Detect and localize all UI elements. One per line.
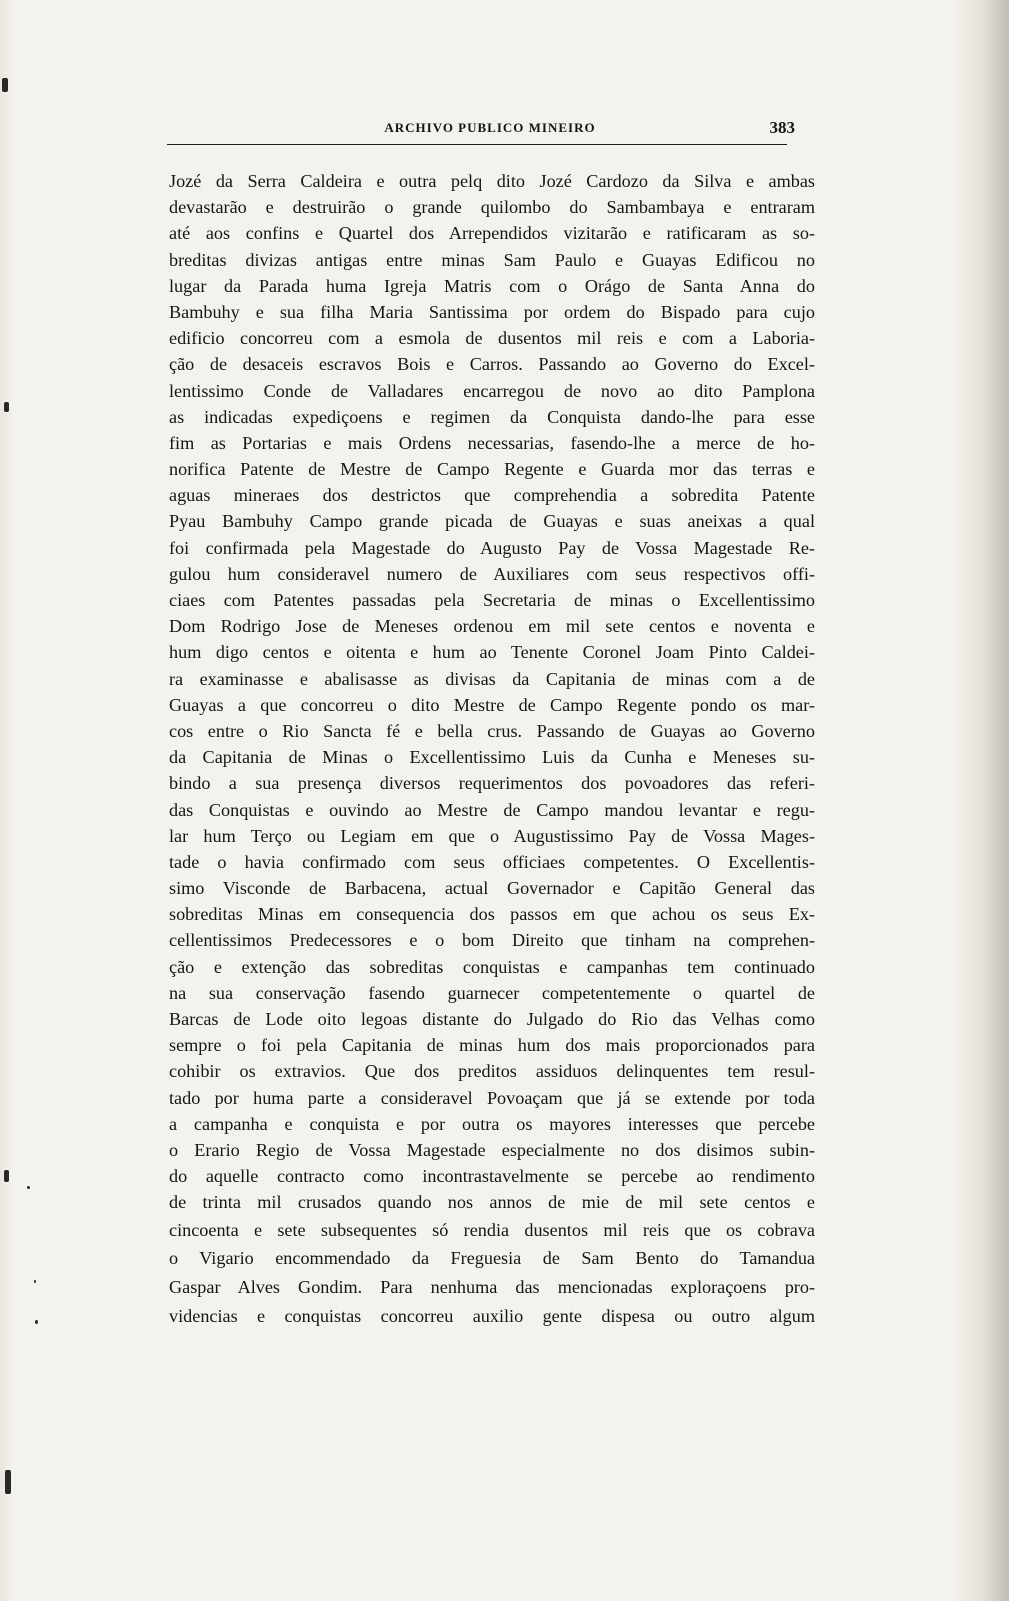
scan-speck [34,1280,36,1283]
text-line: Jozé da Serra Caldeira e outra pelq dito Jozé Cardozo da Silva e ambas [169,171,815,191]
text-line: devastarão e destruirão o grande quilombo do Sambambaya e entraram [169,197,815,218]
text-line: ra examinasse e abalisasse as divisas da Capitania de minas com a de [169,668,815,689]
scan-speck [4,402,9,412]
text-line: a campanha e conquista e por outra os mayores interesses que percebe [169,1113,815,1134]
page-edge-shadow-right [951,0,1009,1601]
text-line: breditas divizas antigas entre minas Sam Paulo e Guayas Edificou no [169,249,815,270]
text-line: fim as Portarias e mais Ordens necessarias, fasendo-lhe a merce de ho- [169,432,815,453]
text-line: sempre o foi pela Capitania de minas hum dos mais proporcionados para [169,1035,815,1056]
body-text [169,168,815,1331]
page-header [167,118,813,148]
text-line: bindo a sua presença diversos requerimentos dos povoadores das referi- [169,773,815,794]
running-title: ARCHIVO PUBLICO MINEIRO [384,120,596,135]
text-line: da Capitania de Minas o Excellentissimo Luis da Cunha e Meneses su- [169,747,815,768]
text-line: cohibir os extravios. Que dos preditos assiduos delinquentes tem resul- [169,1061,815,1082]
text-line: de trinta mil crusados quando nos annos de mie de mil sete centos e [169,1192,815,1213]
text-line: foi confirmada pela Magestade do Augusto Pay de Vossa Magestade Re- [169,537,815,558]
scan-speck [35,1320,38,1324]
text-line: aguas mineraes dos destrictos que comprehendia a sobredita Patente [169,485,815,506]
text-line: Guayas a que concorreu o dito Mestre de Campo Regente pondo os mar- [169,694,815,715]
text-line: as indicadas expediçoens e regimen da Conquista dando-lhe para esse [169,406,815,427]
text-line: o Vigario encommendado da Freguesia de Sam Bento do Tamandua [169,1248,815,1269]
scan-speck [4,1170,9,1182]
text-line: das Conquistas e ouvindo ao Mestre de Campo mandou levantar e regu- [169,799,815,820]
text-line: lar hum Terço ou Legiam em que o Augustissimo Pay de Vossa Mages- [169,825,815,846]
text-line: hum digo centos e oitenta e hum ao Tenente Coronel Joam Pinto Caldei- [169,642,815,663]
text-line: sobreditas Minas em consequencia dos passos em que achou os seus Ex- [169,904,815,925]
scan-speck [27,1186,30,1189]
text-line: gulou hum consideravel numero de Auxiliares com seus respectivos offi- [169,563,815,584]
text-line: Pyau Bambuhy Campo grande picada de Guayas e suas aneixas a qual [169,511,815,532]
text-line: na sua conservação fasendo guarnecer competentemente o quartel de [169,982,815,1003]
text-line: Bambuhy e sua filha Maria Santissima por ordem do Bispado para cujo [169,301,815,322]
text-line: até aos confins e Quartel dos Arrependidos vizitarão e ratificaram as so- [169,223,815,244]
text-line: lugar da Parada huma Igreja Matris com o Orágo de Santa Anna do [169,275,815,296]
text-line: Gaspar Alves Gondim. Para nenhuma das mencionadas exploraçoens pro- [169,1277,815,1298]
text-line: Barcas de Lode oito legoas distante do Julgado do Rio das Velhas como [169,1009,815,1029]
text-line: norifica Patente de Mestre de Campo Regente e Guarda mor das terras e [169,459,815,480]
header-rule [167,144,787,145]
text-line: do aquelle contracto como incontrastavelmente se percebe ao rendimento [169,1166,815,1187]
text-line: edificio concorreu com a esmola de dusentos mil reis e com a Laboria- [169,328,815,349]
text-line: lentissimo Conde de Valladares encarregou de novo ao dito Pamplona [169,380,815,401]
text-line: tade o havia confirmado com seus officiaes competentes. O Excellentis- [169,851,815,872]
text-line: videncias e conquistas concorreu auxilio gente dispesa ou outro algum [169,1305,815,1326]
text-line: ciaes com Patentes passadas pela Secretaria de minas o Excellentissimo [169,590,815,610]
text-line: Dom Rodrigo Jose de Meneses ordenou em mil sete centos e noventa e [169,616,815,637]
scan-speck [2,78,8,92]
text-line: cos entre o Rio Sancta fé e bella crus. Passando de Guayas ao Governo [169,720,815,741]
page-number: 383 [769,118,795,137]
text-line: cellentissimos Predecessores e o bom Direito que tinham na comprehen- [169,930,815,951]
text-line: ção e extenção das sobreditas conquistas e campanhas tem continuado [169,956,815,977]
text-line: tado por huma parte a consideravel Povoaçam que já se extende por toda [169,1087,815,1108]
text-line: ção de desaceis escravos Bois e Carros. Passando ao Governo do Excel- [169,354,815,375]
text-line: o Erario Regio de Vossa Magestade especialmente no dos disimos subin- [169,1139,815,1160]
text-line: cincoenta e sete subsequentes só rendia dusentos mil reis que os cobrava [169,1219,815,1240]
text-line: simo Visconde de Barbacena, actual Governador e Capitão General das [169,878,815,899]
scan-speck [5,1470,11,1494]
page-edge-shadow-left [0,0,14,1601]
